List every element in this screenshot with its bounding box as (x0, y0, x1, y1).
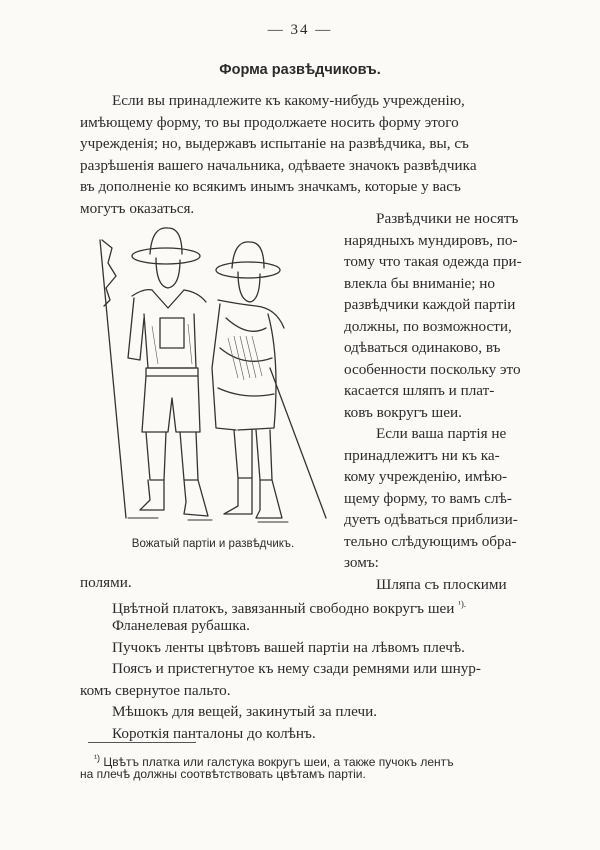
text-line: Развѣдчики не носятъ (376, 210, 519, 227)
text-line: ковъ вокругъ шеи. (344, 403, 462, 421)
text-line: имѣющему форму, то вы продолжаете носить форму этого (80, 113, 459, 131)
list-item: Короткія панталоны до колѣнъ. (112, 724, 316, 742)
list-item: Поясъ и пристегнутое къ нему сзади ремнями или шнур- (112, 660, 481, 677)
scouts-drawing (88, 218, 338, 538)
list-item: Пучокъ ленты цвѣтовъ вашей партіи на лѣвомъ плечѣ. (112, 638, 465, 656)
list-item: комъ свернутое пальто. (80, 681, 231, 699)
text-line: особенности поскольку это (344, 360, 521, 378)
text-line: влекла бы вниманіе; но (344, 274, 496, 292)
text-line: въ дополненіе ко всякимъ инымъ значкамъ, которые у васъ (80, 178, 461, 195)
text-line: зомъ: (344, 554, 379, 571)
footnote-ref: ¹). (458, 598, 467, 609)
list-item: полями. (80, 574, 132, 591)
list-item: Фланелевая рубашка. (112, 617, 250, 634)
footnote-line: на плечѣ должны соотвѣтствовать цвѣтамъ партіи. (80, 767, 366, 781)
text-line: должны, по возможности, (344, 317, 512, 335)
text-line: развѣдчики каждой партіи (344, 296, 516, 313)
clothing-list (80, 572, 540, 744)
figure-caption: Вожатый партіи и развѣдчикъ. (131, 538, 295, 550)
text-line: кому учрежденію, имѣю- (344, 468, 508, 485)
side-paragraph (344, 208, 540, 595)
text-line: дуетъ одѣваться приблизи- (344, 511, 518, 528)
text-line: касается шляпъ и плат- (344, 382, 495, 399)
intro-paragraph (80, 90, 540, 219)
footnote (80, 750, 540, 782)
text-line: Шляпа съ плоскими (376, 575, 507, 593)
list-item: Цвѣтной платокъ, завязанный свободно вокругъ шеи $^{^1).}$ (112, 598, 467, 617)
section-title: Форма развѣдчиковъ. (219, 62, 381, 78)
text-line: принадлежитъ ни къ ка- (344, 446, 500, 464)
text-line: Если ваша партія не (376, 425, 507, 442)
text-line: учрежденія; но, выдержавъ испытаніе на развѣдчика, вы, съ (80, 135, 469, 152)
text-line: Если вы принадлежите къ какому-нибудь учрежденію, (112, 92, 465, 109)
list-item: Мѣшокъ для вещей, закинутый за плечи. (112, 703, 378, 720)
footnote-line: $^{^1)}$ Цвѣтъ платка или галстука вокругъ шеи, а также пучокъ лентъ (94, 753, 454, 769)
footnote-marker: ¹) (94, 753, 100, 763)
text-line: щему форму, то вамъ слѣ- (344, 489, 512, 507)
text-line: могутъ оказаться. (80, 199, 195, 217)
text-line: нарядныхъ мундировъ, по- (344, 231, 518, 249)
scouts-illustration (88, 218, 338, 538)
page-number: — 34 — (267, 22, 333, 38)
text-line: разрѣшенія вашего начальника, одѣваете значокъ развѣдчика (80, 156, 477, 174)
text-line: одѣваться одинаково, въ (344, 339, 501, 356)
footnote-divider (88, 742, 196, 743)
text-line: тому что такая одежда при- (344, 253, 522, 270)
text-line: тельно слѣдующимъ обра- (344, 532, 517, 550)
